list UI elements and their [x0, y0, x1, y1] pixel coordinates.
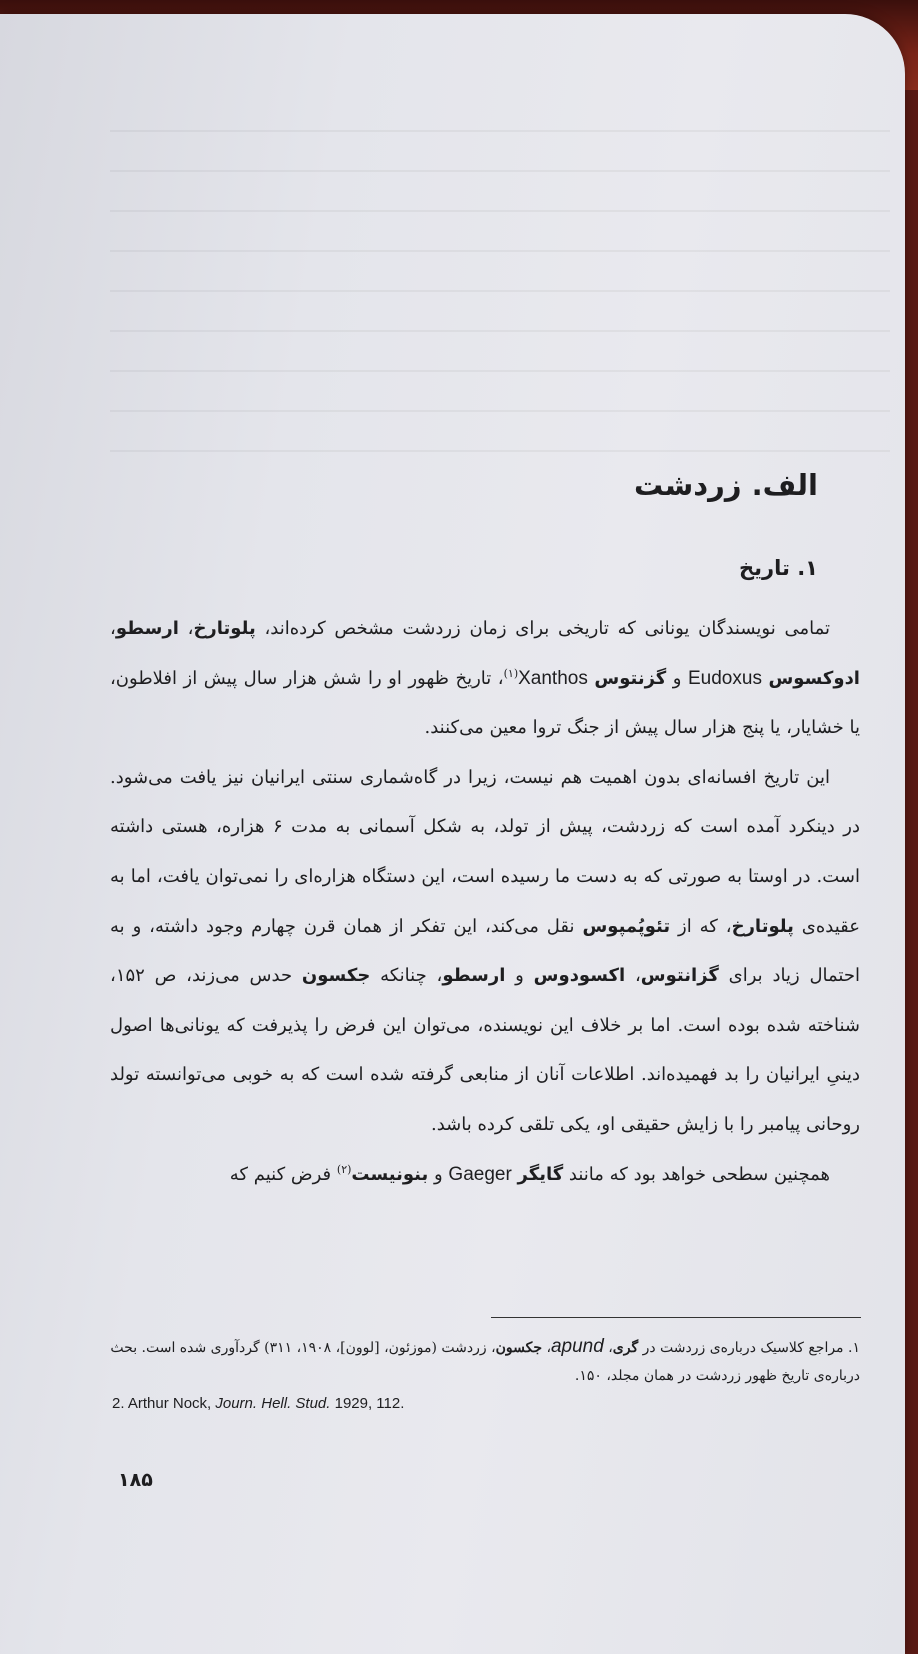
text-run: تمامی نویسندگان یونانی که تاریخی برای زمان زردشت مشخص کرده‌اند،	[255, 618, 830, 639]
footnote-divider	[491, 1317, 861, 1318]
subsection-heading: ۱. تاریخ	[739, 556, 818, 580]
name-plutarch: پلوتارخ	[731, 915, 794, 937]
name-eudoxus: ادوکسوس	[768, 667, 860, 689]
paragraph-1	[110, 604, 860, 753]
name-xanthos: گزانتوس	[640, 965, 719, 987]
text-run: ، چنانکه	[370, 965, 443, 987]
name-theopompus: تئوپُمپوس	[582, 915, 671, 937]
text-run: و	[505, 965, 534, 987]
text-run: ،	[625, 965, 641, 987]
text-run: فرض کنیم که	[229, 1163, 337, 1185]
text-run: و	[428, 1163, 449, 1185]
text-run: 1929, 112.	[330, 1395, 405, 1412]
footnote-ref-2[interactable]: (۲)	[336, 1162, 352, 1176]
latin-eudoxus: Eudoxus	[688, 667, 762, 689]
name-gaeger: گایگر	[517, 1163, 564, 1185]
text-run: نقل می‌کند، این تفکر از همان قرن چهارم وجود داشته، و به احتمال زیاد برای	[110, 915, 860, 987]
text-run: ، زردشت (موزئون، [لوون]، ۱۹۰۸، ۳۱۱) گردآوری شده است. بحث درباره‌ی تاریخ ظهور زردشت در همان مجلد، ۱۵۰.	[110, 1340, 860, 1384]
text-run: حدس می‌زند، ص ۱۵۲، شناخته شده بوده است. اما بر خلاف این نویسنده، می‌توان این فرض را پذیرفت که یونانی‌ها اصول دینیِ ایرانیان را بد فهمیده‌اند. اطلاعات آنان از منابعی گرفته شده است که به خوبی می‌توانسته تولد روحانی پیامبر را با زایش حقیقی او، یکی تلقی کرده باشد.	[110, 965, 860, 1135]
name-aristotle: ارسطو	[442, 965, 506, 987]
text-run: ، که از	[670, 915, 732, 937]
latin-gaeger: Gaeger	[448, 1163, 512, 1185]
body-text	[110, 604, 860, 1199]
name-xanthos: گزنتوس	[594, 667, 667, 689]
text-run: 2. Arthur Nock,	[112, 1395, 216, 1412]
footnote-1	[100, 1333, 860, 1390]
name-jackson: جکسون	[495, 1340, 542, 1356]
text-run: ،	[542, 1340, 551, 1356]
name-plutarch: پلوتارخ	[193, 618, 256, 639]
name-aristotle: ارسطو	[115, 618, 179, 639]
footnote-ref-1[interactable]: (۱)	[503, 666, 519, 680]
text-run: ۱. مراجع کلاسیک درباره‌ی زردشت در	[638, 1340, 860, 1356]
text-run: این تاریخ افسانه‌ای بدون اهمیت هم نیست، زیرا در گاه‌شماری سنتی ایرانیان نیز یافت می‌شود. در دینکرد آمده است که زردشت، پیش از تولد، به شکل آسمانی به مدت ۶ هزاره، هستی داشته است. در اوستا به صورتی که به دست ما رسیده است، این دستگاه هزاره‌ای را نمی‌توان یافت، اما به عقیده‌ی	[110, 766, 860, 937]
name-eudoxus: اکسودوس	[533, 965, 626, 987]
page-number: ۱۸۵	[118, 1469, 153, 1491]
paragraph-3	[110, 1150, 860, 1200]
latin-apund: apund	[550, 1336, 604, 1357]
text-run: همچنین سطحی خواهد بود که مانند	[563, 1163, 830, 1185]
text-run: ،	[110, 618, 116, 639]
journal-title: Journ. Hell. Stud.	[215, 1395, 331, 1412]
name-gray: گری	[612, 1340, 639, 1356]
name-jackson: جکسون	[301, 965, 371, 987]
text-run: و	[666, 667, 688, 689]
footnote-2	[100, 1390, 860, 1418]
text-run: ، تاریخ ظهور او را شش هزار سال پیش از افلاطون، یا خشایار، یا پنج هزار سال پیش از جنگ تروا معین می‌کنند.	[110, 667, 860, 739]
paragraph-2	[110, 753, 860, 1150]
name-benveniste: بنونیست	[351, 1163, 429, 1185]
latin-xanthos: Xanthos	[518, 667, 588, 689]
footnotes	[100, 1333, 860, 1418]
text-run: ،	[603, 1340, 613, 1356]
text-run: ،	[178, 618, 194, 639]
section-heading: الف. زردشت	[634, 468, 818, 502]
